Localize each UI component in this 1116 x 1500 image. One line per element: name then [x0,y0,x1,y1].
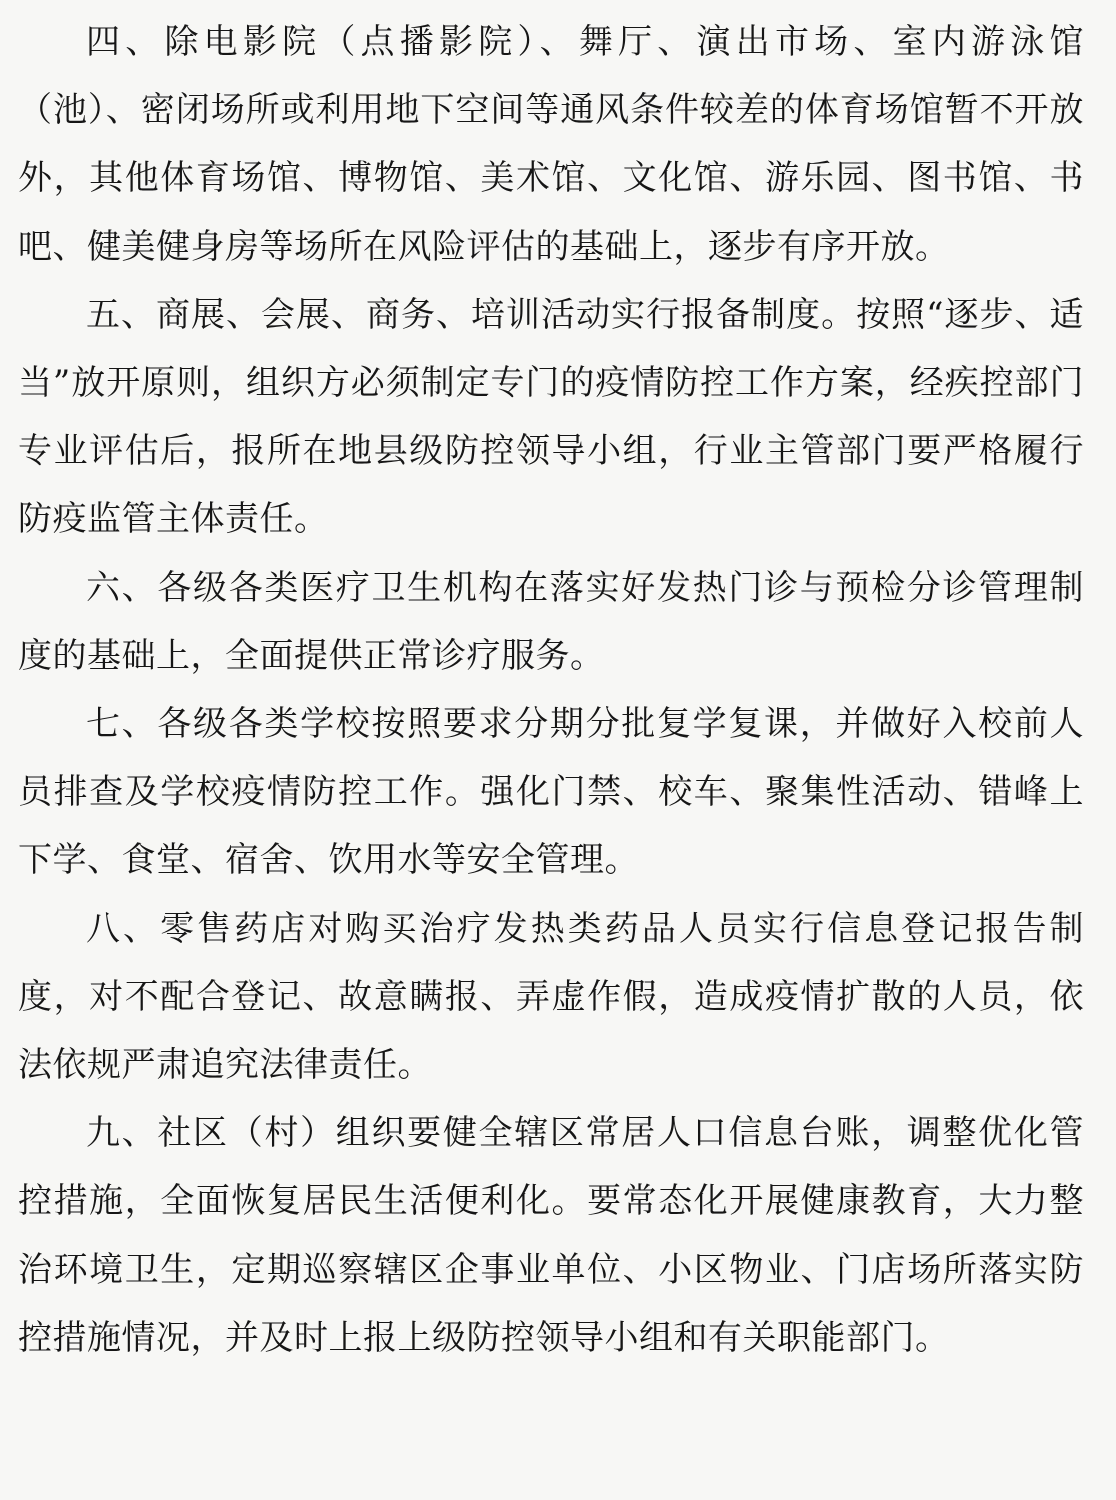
paragraph-item-5: 五、商展、会展、商务、培训活动实行报备制度。按照“逐步、适当”放开原则，组织方必须制定专门的疫情防控工作方案，经疾控部门专业评估后，报所在地县级防控领导小组，行业主管部门要严格履行防疫监管主体责任。 [18,294,1084,540]
paragraph-item-4: 四、除电影院（点播影院）、舞厅、演出市场、室内游泳馆（池）、密闭场所或利用地下空间等通风条件较差的体育场馆暂不开放外，其他体育场馆、博物馆、美术馆、文化馆、游乐园、图书馆、书吧、健美健身房等场所在风险评估的基础上，逐步有序开放。 [18,22,1084,267]
paragraph-item-6: 六、各级各类医疗卫生机构在落实好发热门诊与预检分诊管理制度的基础上，全面提供正常诊疗服务。 [18,567,1084,676]
paragraph-item-8: 八、零售药店对购买治疗发热类药品人员实行信息登记报告制度，对不配合登记、故意瞒报、弄虚作假，造成疫情扩散的人员，依法依规严肃追究法律责任。 [18,908,1084,1086]
document-body [18,0,1084,1500]
paragraph-item-7: 七、各级各类学校按照要求分期分批复学复课，并做好入校前人员排查及学校疫情防控工作。强化门禁、校车、聚集性活动、错峰上下学、食堂、宿舍、饮用水等安全管理。 [18,704,1084,881]
paragraph-item-9: 九、社区（村）组织要健全辖区常居人口信息台账，调整优化管控措施，全面恢复居民生活便利化。要常态化开展健康教育，大力整治环境卫生，定期巡察辖区企事业单位、小区物业、门店场所落实防控措施情况，并及时上报上级防控领导小组和有关职能部门。 [18,1113,1084,1358]
